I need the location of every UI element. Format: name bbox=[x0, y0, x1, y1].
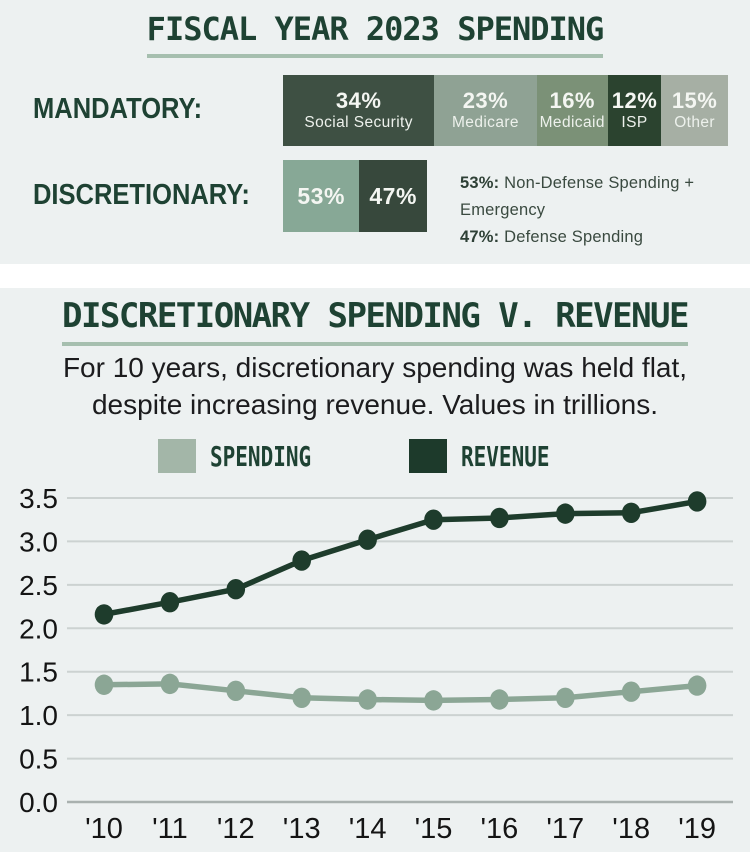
mandatory-segment-isp bbox=[608, 75, 661, 146]
revenue-point bbox=[688, 491, 707, 511]
segment-name: Medicaid bbox=[539, 114, 605, 132]
legend-item-spending bbox=[158, 439, 345, 473]
bottom-card-title-row bbox=[0, 296, 750, 346]
y-tick-label: 2.0 bbox=[19, 613, 58, 645]
revenue-point bbox=[358, 529, 377, 549]
legend-item-revenue bbox=[409, 439, 579, 473]
discretionary-note-line bbox=[460, 224, 750, 251]
legend-spending-label: SPENDING bbox=[210, 439, 312, 473]
spending-vs-revenue-line-chart bbox=[0, 478, 750, 857]
revenue-point bbox=[161, 592, 180, 612]
revenue-point bbox=[622, 503, 641, 523]
revenue-line bbox=[104, 501, 697, 614]
x-tick-label: '16 bbox=[480, 813, 519, 845]
x-tick-label: '18 bbox=[612, 813, 651, 845]
spending-point bbox=[95, 675, 114, 695]
chart-subtitle bbox=[0, 349, 750, 423]
spending-point bbox=[556, 688, 575, 708]
spending-point bbox=[424, 690, 443, 710]
segment-percent: 34% bbox=[335, 88, 382, 114]
x-tick-label: '19 bbox=[678, 813, 716, 845]
x-tick-label: '14 bbox=[348, 813, 387, 845]
chart-subtitle-line2: despite increasing revenue. Values in trillions. bbox=[91, 389, 658, 420]
revenue-point bbox=[556, 503, 575, 523]
top-card-title-row bbox=[0, 10, 750, 58]
x-tick-label: '15 bbox=[414, 813, 453, 845]
mandatory-label: MANDATORY: bbox=[33, 93, 203, 125]
note-text: Non-Defense Spending + Emergency bbox=[460, 174, 695, 219]
discretionary-notes bbox=[460, 170, 750, 251]
spending-point bbox=[490, 689, 509, 709]
x-tick-label: '10 bbox=[85, 813, 123, 845]
discretionary-bar bbox=[283, 160, 427, 232]
segment-name: Other bbox=[674, 114, 715, 132]
segment-name: Medicare bbox=[451, 114, 519, 132]
note-percent: 47%: bbox=[460, 228, 500, 246]
segment-percent: 47% bbox=[369, 182, 417, 209]
segment-name: Social Security bbox=[304, 114, 413, 132]
spending-point bbox=[292, 688, 311, 708]
fiscal-year-title: FISCAL YEAR 2023 SPENDING bbox=[147, 13, 604, 58]
revenue-point bbox=[292, 550, 311, 570]
note-text: Defense Spending bbox=[499, 228, 644, 246]
mandatory-segment-social-security bbox=[283, 75, 434, 146]
x-tick-label: '12 bbox=[216, 813, 255, 845]
mandatory-segment-other bbox=[661, 75, 728, 146]
y-tick-label: 0.0 bbox=[19, 787, 58, 818]
note-percent: 53%: bbox=[460, 174, 500, 192]
spending-point bbox=[622, 681, 641, 701]
discretionary-segment-47 bbox=[359, 160, 427, 232]
spending-line bbox=[104, 684, 697, 701]
spending-point bbox=[358, 689, 377, 709]
revenue-point bbox=[227, 579, 246, 599]
segment-name: ISP bbox=[621, 114, 648, 132]
segment-percent: 53% bbox=[297, 182, 345, 209]
segment-percent: 16% bbox=[549, 88, 595, 114]
mandatory-segment-medicare bbox=[434, 75, 536, 146]
spending-vs-revenue-title: DISCRETIONARY SPENDING V. REVENUE bbox=[62, 299, 688, 346]
discretionary-segment-53 bbox=[283, 160, 359, 232]
discretionary-label: DISCRETIONARY: bbox=[33, 179, 250, 211]
revenue-point bbox=[424, 510, 443, 530]
segment-percent: 23% bbox=[462, 88, 509, 114]
y-tick-label: 3.0 bbox=[19, 526, 58, 558]
revenue-point bbox=[95, 604, 114, 624]
y-tick-label: 3.5 bbox=[19, 483, 58, 514]
spending-point bbox=[227, 681, 246, 701]
revenue-point bbox=[490, 508, 509, 528]
y-tick-label: 0.5 bbox=[19, 743, 58, 775]
x-tick-label: '11 bbox=[152, 813, 188, 845]
discretionary-note-line bbox=[460, 170, 750, 224]
y-tick-label: 2.5 bbox=[19, 569, 58, 601]
mandatory-bar bbox=[283, 75, 728, 146]
spending-point bbox=[161, 674, 180, 694]
spending-swatch-icon bbox=[158, 439, 196, 473]
mandatory-segment-medicaid bbox=[537, 75, 608, 146]
y-tick-label: 1.5 bbox=[19, 656, 58, 688]
revenue-swatch-icon bbox=[409, 439, 447, 473]
spending-point bbox=[688, 675, 707, 695]
x-tick-label: '17 bbox=[546, 813, 585, 845]
x-tick-label: '13 bbox=[282, 813, 321, 845]
legend-revenue-label: REVENUE bbox=[461, 439, 550, 473]
y-tick-label: 1.0 bbox=[19, 700, 58, 732]
segment-percent: 15% bbox=[671, 88, 718, 114]
segment-percent: 12% bbox=[611, 88, 658, 114]
chart-subtitle-line1: For 10 years, discretionary spending was held flat, bbox=[62, 352, 688, 383]
